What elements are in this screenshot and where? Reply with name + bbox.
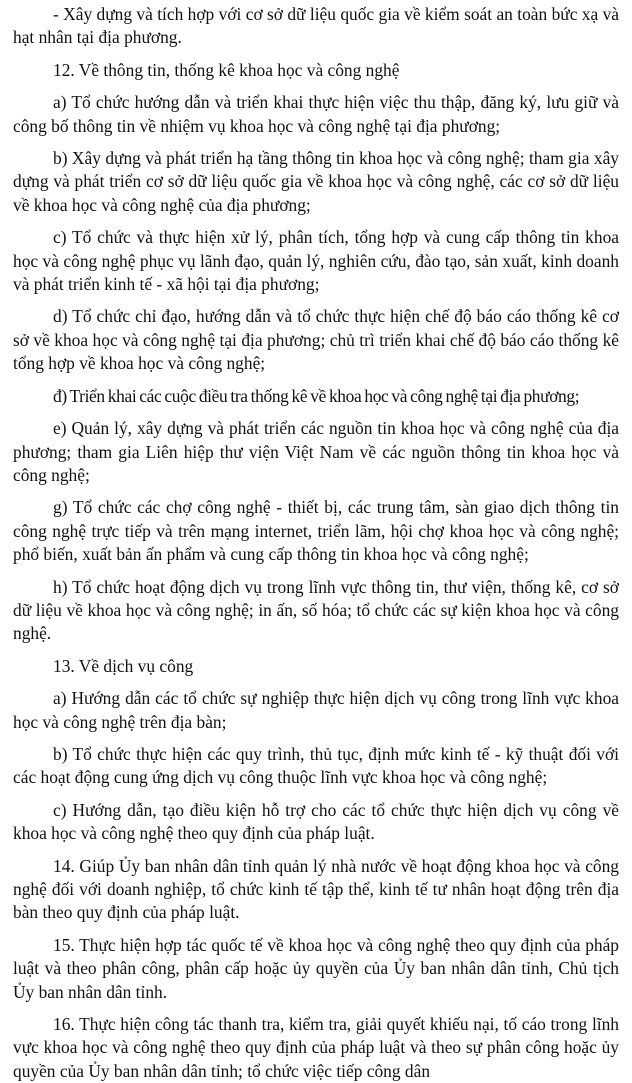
section-16-paragraph: 16. Thực hiện công tác thanh tra, kiểm tra, giải quyết khiếu nại, tố cáo trong lĩnh vực khoa học và công nghệ theo quy định của pháp luật và theo sự phân công hoặc ủy quyền của Ủy ban nhân dân tỉnh; tổ chức việc tiếp công dân [13, 1014, 619, 1081]
paragraph-12dd: đ) Triển khai các cuộc điều tra thống kê về khoa học và công nghệ tại địa phương; [53, 385, 580, 406]
paragraph-13c: c) Hướng dẫn, tạo điều kiện hỗ trợ cho các tổ chức thực hiện dịch vụ công về khoa học và công nghệ theo quy định của pháp luật. [13, 799, 619, 844]
section-13-heading: 13. Về dịch vụ công [53, 655, 194, 676]
paragraph-12h: h) Tổ chức hoạt động dịch vụ trong lĩnh vực thông tin, thư viện, thống kê, cơ sở dữ liệu về khoa học và công nghệ; in ấn, số hóa; tổ chức các sự kiện khoa học và công nghệ. [13, 576, 619, 644]
paragraph-12g: g) Tổ chức các chợ công nghệ - thiết bị, các trung tâm, sàn giao dịch thông tin công nghệ trực tiếp và trên mạng internet, triển lãm, hội chợ khoa học và công nghệ; phổ biến, xuất bản ấn phẩm và cung cấp thông tin khoa học và công nghệ; [13, 497, 619, 565]
paragraph-12e: e) Quản lý, xây dựng và phát triển các nguồn tin khoa học và công nghệ của địa phương; tham gia Liên hiệp thư viện Việt Nam về các nguồn thông tin khoa học và công nghệ; [13, 418, 619, 485]
paragraph-13a: a) Hướng dẫn các tổ chức sự nghiệp thực hiện dịch vụ công trong lĩnh vực khoa học và công nghệ trên địa bàn; [13, 688, 619, 732]
section-12-heading: 12. Về thông tin, thống kê khoa học và công nghệ [53, 59, 400, 80]
paragraph-12b: b) Xây dựng và phát triển hạ tầng thông tin khoa học và công nghệ; tham gia xây dựng và phát triển cơ sở dữ liệu quốc gia về khoa học và công nghệ, các cơ sở dữ liệu về khoa học và công nghệ của địa phương; [13, 148, 619, 215]
paragraph-12d: d) Tổ chức chỉ đạo, hướng dẫn và tổ chức thực hiện chế độ báo cáo thống kê cơ sở về khoa học và công nghệ tại địa phương; chủ trì triển khai chế độ báo cáo thống kê tổng hợp về khoa học và công nghệ; [13, 306, 619, 374]
section-14-paragraph: 14. Giúp Ủy ban nhân dân tỉnh quản lý nhà nước về hoạt động khoa học và công nghệ đối với doanh nghiệp, tổ chức kinh tế tập thể, kinh tế tư nhân hoạt động trên địa bàn theo quy định của pháp luật. [13, 855, 619, 923]
paragraph-13b: b) Tổ chức thực hiện các quy trình, thủ tục, định mức kinh tế - kỹ thuật đối với các hoạt động cung ứng dịch vụ công thuộc lĩnh vực khoa học và công nghệ; [13, 743, 619, 788]
paragraph-12a: a) Tổ chức hướng dẫn và triển khai thực hiện việc thu thập, đăng ký, lưu giữ và công bố thông tin về nhiệm vụ khoa học và công nghệ tại địa phương; [13, 92, 619, 136]
paragraph-radiation-database: - Xây dựng và tích hợp với cơ sở dữ liệu quốc gia về kiểm soát an toàn bức xạ và hạt nhân tại địa phương. [13, 4, 619, 48]
section-15-paragraph: 15. Thực hiện hợp tác quốc tế về khoa học và công nghệ theo quy định của pháp luật và theo phân công, phân cấp hoặc ủy quyền của Ủy ban nhân dân tỉnh, Chủ tịch Ủy ban nhân dân tỉnh. [13, 934, 619, 1002]
paragraph-12c: c) Tổ chức và thực hiện xử lý, phân tích, tổng hợp và cung cấp thông tin khoa học và công nghệ phục vụ lãnh đạo, quản lý, nghiên cứu, đào tạo, sản xuất, kinh doanh và phát triển kinh tế - xã hội tại địa phương; [13, 227, 619, 295]
